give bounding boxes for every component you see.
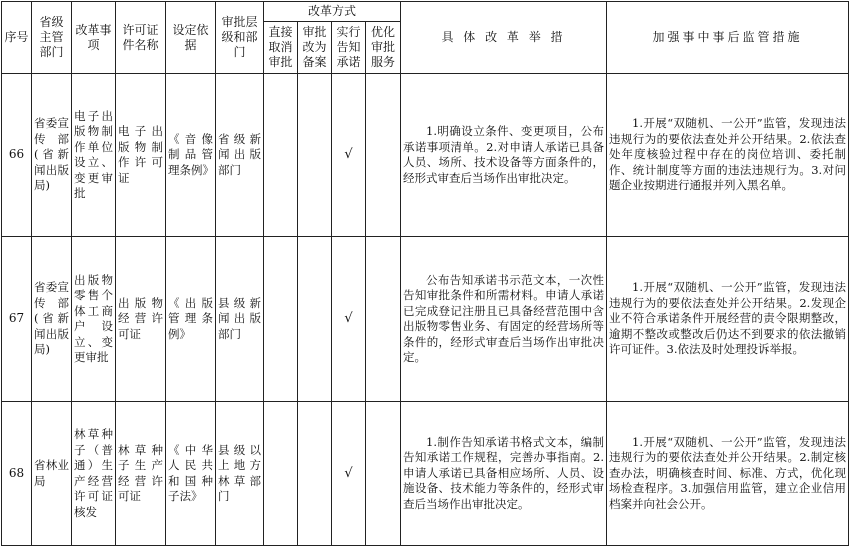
cell-license: 出版物经营许可证	[116, 237, 166, 402]
cell-level: 省级新闻出版部门	[216, 74, 264, 237]
cell-mode-optimize	[366, 402, 401, 546]
header-basis: 设定依据	[166, 2, 216, 74]
cell-measures: 1.制作告知承诺书格式文本，编制告知承诺工作规程，完善办事指南。2.申请人承诺已具备相应场所、人员、设施设备、技术能力等条件的，经形式审查后当场作出审批决定。	[401, 402, 607, 546]
cell-license: 电子出版物制作许可证	[116, 74, 166, 237]
cell-mode-cancel	[264, 237, 298, 402]
cell-mode-notify: √	[332, 237, 366, 402]
header-license: 许可证件名称	[116, 2, 166, 74]
cell-measures: 1.明确设立条件、变更项目，公布承诺事项清单。2.对申请人承诺已具备人员、场所、技术设备等方面条件的，经形式审查后当场作出审批决定。	[401, 74, 607, 237]
cell-mode-optimize	[366, 237, 401, 402]
header-mode-group: 改革方式	[264, 2, 401, 22]
table-row	[2, 237, 849, 402]
cell-mode-record	[298, 74, 332, 237]
header-seq: 序号	[2, 2, 32, 74]
cell-mode-cancel	[264, 74, 298, 237]
header-dept: 省级主管部门	[32, 2, 72, 74]
header-mode-record: 审批改为备案	[298, 22, 332, 74]
cell-mode-record	[298, 402, 332, 546]
cell-dept: 省委宣传部(省新闻出版局)	[32, 74, 72, 237]
header-level: 审批层级和部门	[216, 2, 264, 74]
header-measures: 具 体 改 革 举 措	[401, 2, 607, 74]
header-row-top	[2, 2, 849, 22]
cell-basis: 《出版管理条例》	[166, 237, 216, 402]
cell-measures: 公布告知承诺书示范文本，一次性告知审批条件和所需材料。申请人承诺已完成登记注册且已具备经营范围中含出版物零售业务、有固定的经营场所等条件的，经形式审查后当场作出审批决定。	[401, 237, 607, 402]
cell-seq: 66	[2, 74, 32, 237]
header-supervision: 加强事中事后监管措施	[607, 2, 849, 74]
reform-table	[1, 1, 849, 546]
cell-mode-record	[298, 237, 332, 402]
cell-dept: 省委宣传部(省新闻出版局)	[32, 237, 72, 402]
cell-basis: 《音像制品管理条例》	[166, 74, 216, 237]
cell-level: 县级新闻出版部门	[216, 237, 264, 402]
header-item: 改革事项	[72, 2, 116, 74]
cell-license: 林草种子生产经营许可证	[116, 402, 166, 546]
table-row	[2, 402, 849, 546]
cell-mode-optimize	[366, 74, 401, 237]
cell-item: 电子出版物制作单位设立、变更审批	[72, 74, 116, 237]
cell-mode-cancel	[264, 402, 298, 546]
cell-supervision: 1.开展“双随机、一公开”监管，发现违法违规行为的要依法查处并公开结果。2.制定核查办法，明确核查时间、标准、方式，优化现场检查程序。3.加强信用监管，建立企业信用档案并向社会公开。	[607, 402, 849, 546]
table-row	[2, 74, 849, 237]
cell-item: 出版物零售个体工商户设立、变更审批	[72, 237, 116, 402]
cell-seq: 67	[2, 237, 32, 402]
cell-level: 县级以上地方林草部门	[216, 402, 264, 546]
header-mode-cancel: 直接取消审批	[264, 22, 298, 74]
header-mode-optimize: 优化审批服务	[366, 22, 401, 74]
cell-mode-notify: √	[332, 74, 366, 237]
cell-supervision: 1.开展“双随机、一公开”监管，发现违法违规行为的要依法查处并公开结果。2.依法查处年度核验过程中存在的岗位培训、委托制作、统计制度等方面的违法违规行为。3.对问题企业按期进行通报并列入黑名单。	[607, 74, 849, 237]
cell-seq: 68	[2, 402, 32, 546]
cell-dept: 省林业局	[32, 402, 72, 546]
cell-basis: 《中华人民共和国种子法》	[166, 402, 216, 546]
cell-item: 林草种子（普通）生产经营许可证核发	[72, 402, 116, 546]
cell-supervision: 1.开展“双随机、一公开”监管，发现违法违规行为的要依法查处并公开结果。2.发现企业不符合承诺条件开展经营的责令限期整改，逾期不整改或整改后仍达不到要求的依法撤销许可证件。3.依法及时处理投诉举报。	[607, 237, 849, 402]
cell-mode-notify: √	[332, 402, 366, 546]
header-mode-notify: 实行告知承诺	[332, 22, 366, 74]
